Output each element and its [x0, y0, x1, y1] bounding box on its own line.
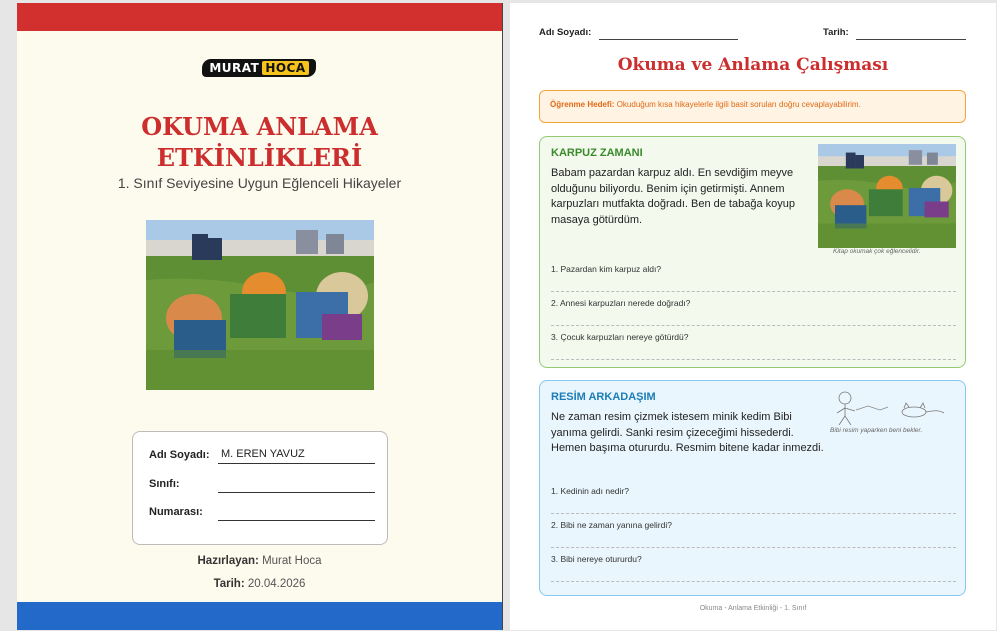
cover-subtitle: 1. Sınıf Seviyesine Uygun Eğlenceli Hikayeler	[117, 175, 402, 191]
sheet-date-label: Tarih:	[823, 27, 849, 38]
sheet-footer: Okuma - Anlama Etkinliği - 1. Sınıf	[699, 605, 807, 612]
photo-caption: Kitap okumak çok eğlencelidir.	[833, 248, 921, 255]
prepared-by	[17, 555, 502, 567]
goal-text: Okuduğum kısa hikayelerle ilgili basit soruları doğru cevaplayabilirim.	[616, 100, 861, 109]
answer-line[interactable]	[551, 325, 956, 326]
story-card-resim	[539, 380, 966, 596]
class-line	[218, 492, 375, 493]
student-info-form	[132, 431, 388, 545]
name-value[interactable]: M. EREN YAVUZ	[221, 448, 305, 460]
answer-line[interactable]	[551, 291, 956, 292]
sheet-name-line[interactable]	[599, 39, 738, 40]
answer-line[interactable]	[551, 513, 956, 514]
question-item	[551, 486, 956, 514]
story-card-karpuz	[539, 136, 966, 368]
sheet-name-label: Adı Soyadı:	[539, 27, 592, 38]
question-item	[551, 332, 956, 360]
answer-line[interactable]	[551, 547, 956, 548]
question-text: 2. Bibi ne zaman yanına gelirdi?	[551, 520, 672, 530]
story-text: Ne zaman resim çizmek istesem minik kedim Bibi yanıma gelirdi. Sanki resim çizeceğimi hissederdi. Hemen başıma otururdu. Resmim bitene kadar inmezdi.	[551, 411, 824, 454]
name-row	[149, 444, 375, 464]
cover-bottom-bar	[17, 602, 502, 630]
cover-top-bar	[17, 3, 502, 31]
sheet-title: Okuma ve Anlama Çalışması	[617, 55, 889, 75]
name-label: Adı Soyadı:	[149, 449, 210, 461]
date-label: Tarih:	[213, 578, 245, 590]
name-line	[218, 463, 375, 464]
learning-goal-box	[539, 90, 966, 123]
sketch-caption: Bibi resim yaparken beni bekler.	[830, 427, 923, 434]
class-row	[149, 473, 375, 493]
question-item	[551, 264, 956, 292]
cover-title-line1: OKUMA ANLAMA	[141, 112, 378, 141]
story-title: RESİM ARKADAŞIM	[551, 391, 656, 403]
question-text: 2. Annesi karpuzları nerede doğradı?	[551, 298, 691, 308]
story-photo	[818, 144, 956, 248]
question-text: 1. Pazardan kim karpuz aldı?	[551, 264, 662, 274]
cover-title-line2: ETKİNLİKLERİ	[156, 143, 363, 172]
date-value: 20.04.2026	[247, 578, 306, 590]
story-text: Babam pazardan karpuz aldı. En sevdiğim meyve olduğunu biliyordu. Benim için getirmişti. Annem karpuzları mutfakta doğradı. Ben de tabağa koyup masaya götürdüm.	[551, 167, 795, 226]
cover-page	[17, 3, 503, 630]
answer-line[interactable]	[551, 581, 956, 582]
question-item	[551, 298, 956, 326]
cover-title	[17, 111, 502, 173]
worksheet-page	[510, 3, 996, 630]
question-text: 1. Kedinin adı nedir?	[551, 486, 629, 496]
number-label: Numarası:	[149, 506, 203, 518]
answer-line[interactable]	[551, 359, 956, 360]
goal-label: Öğrenme Hedefi:	[550, 100, 615, 109]
question-text: 3. Bibi nereye otururdu?	[551, 554, 642, 564]
reading-kids-photo	[146, 220, 374, 390]
class-label: Sınıfı:	[149, 478, 180, 490]
question-item	[551, 520, 956, 548]
prepared-label: Hazırlayan:	[197, 555, 259, 567]
cover-date	[17, 578, 502, 590]
brand-logo: MURAT HOCA	[202, 59, 316, 77]
number-row	[149, 501, 375, 521]
question-text: 3. Çocuk karpuzları nereye götürdü?	[551, 332, 689, 342]
prepared-value: Murat Hoca	[262, 555, 322, 567]
number-line	[218, 520, 375, 521]
cat-drawing-sketch	[828, 388, 946, 428]
sheet-date-line[interactable]	[856, 39, 966, 40]
story-title: KARPUZ ZAMANI	[551, 147, 643, 159]
question-item	[551, 554, 956, 582]
